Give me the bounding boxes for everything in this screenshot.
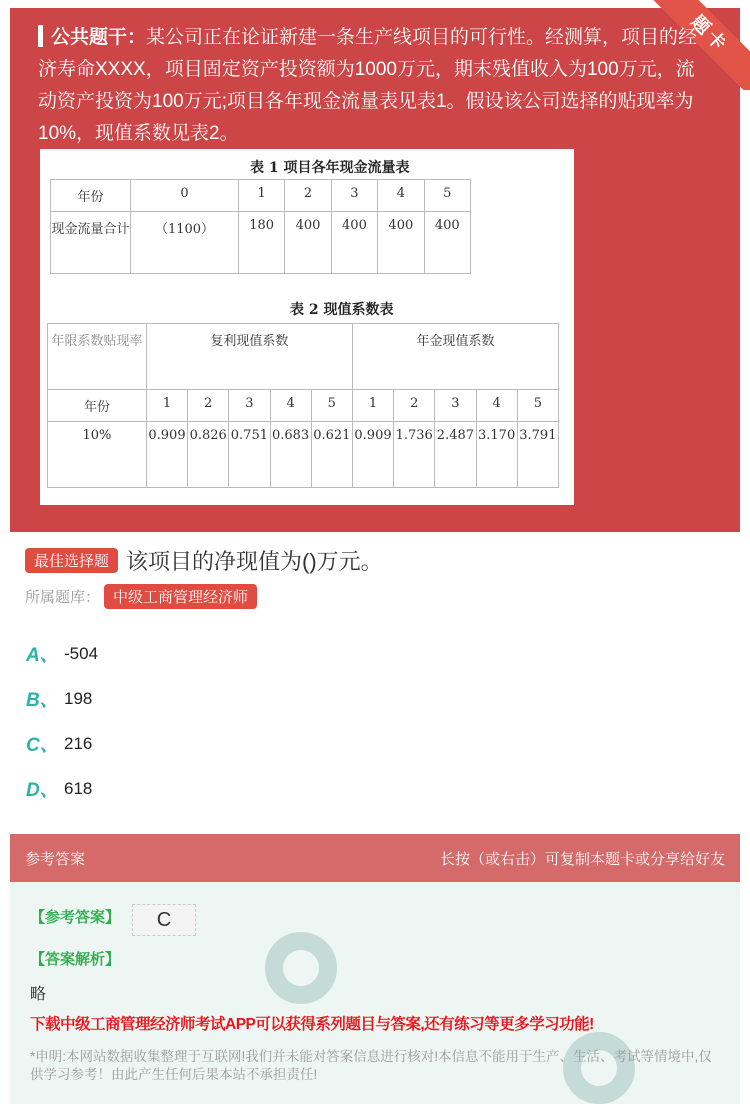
cell: 0.683 bbox=[270, 422, 311, 488]
cell: 0.621 bbox=[311, 422, 352, 488]
stem-label: 公共题干： bbox=[51, 27, 147, 48]
corner-badge-label: 题卡 bbox=[650, 0, 750, 90]
cell: 年限系数贴现率 bbox=[48, 324, 147, 390]
cell: （1100） bbox=[131, 212, 239, 274]
cash-flow-table bbox=[50, 179, 471, 274]
cell: 4 bbox=[476, 390, 517, 422]
cell: 年份 bbox=[51, 180, 131, 212]
watermark-logo-icon bbox=[265, 932, 337, 1004]
stem-body: 某公司正在论证新建一条生产线项目的可行性。经测算，项目的经济寿命XXXX，项目固定资产投资额为1000万元，期末残值收入为100万元，流动资产投资为100万元;项目各年现金流量表见表1。假设该公司选择的贴现率为10%，现值系数见表2。 bbox=[38, 27, 698, 144]
cell: 3.170 bbox=[476, 422, 517, 488]
analysis-text: 略 bbox=[30, 986, 47, 1003]
question-title: 该项目的净现值为()万元。 bbox=[126, 549, 383, 574]
cell: 0.751 bbox=[229, 422, 270, 488]
answer-header-title: 参考答案 bbox=[25, 850, 86, 868]
cell: 2 bbox=[188, 390, 229, 422]
answer-header bbox=[10, 834, 740, 882]
option-text: 216 bbox=[64, 733, 93, 753]
option-a[interactable] bbox=[26, 640, 98, 667]
cell: 1 bbox=[352, 390, 393, 422]
analysis-label: 【答案解析】 bbox=[30, 951, 121, 968]
cell: 10% bbox=[48, 422, 147, 488]
cell: 0.909 bbox=[352, 422, 393, 488]
bank-label: 所属题库： bbox=[25, 589, 101, 606]
option-letter: D、 bbox=[26, 780, 59, 801]
tables-image bbox=[40, 149, 574, 505]
cell: 2 bbox=[285, 180, 331, 212]
question-line bbox=[25, 545, 383, 576]
cell: 年份 bbox=[48, 390, 147, 422]
cell: 400 bbox=[331, 212, 377, 274]
cell: 0.826 bbox=[188, 422, 229, 488]
question-stem-card bbox=[10, 8, 740, 532]
option-text: 618 bbox=[64, 778, 93, 798]
option-b[interactable] bbox=[26, 685, 92, 712]
cell: 3 bbox=[331, 180, 377, 212]
reference-answer-value: C bbox=[132, 904, 196, 936]
reference-answer-label: 【参考答案】 bbox=[30, 909, 121, 926]
cell: 5 bbox=[311, 390, 352, 422]
cell: 180 bbox=[238, 212, 284, 274]
cell: 1 bbox=[146, 390, 187, 422]
cell: 4 bbox=[378, 180, 424, 212]
option-text: 198 bbox=[64, 688, 93, 708]
cell: 5 bbox=[517, 390, 558, 422]
option-letter: A、 bbox=[26, 645, 59, 666]
disclaimer: *申明:本网站数据收集整理于互联网!我们并未能对答案信息进行核对!本信息不能用于生产、生活、考试等情境中,仅供学习参考！由此产生任何后果本站不承担责任! bbox=[30, 1049, 712, 1082]
stem-bar-icon bbox=[38, 25, 43, 47]
cell: 4 bbox=[270, 390, 311, 422]
cell: 1.736 bbox=[394, 422, 435, 488]
cell: 3 bbox=[435, 390, 476, 422]
share-hint: 长按（或右击）可复制本题卡或分享给好友 bbox=[439, 850, 725, 868]
table2-caption: 表 2 现值系数表 bbox=[290, 302, 394, 318]
stem-text bbox=[38, 22, 698, 150]
answer-body bbox=[10, 882, 740, 1104]
cell: 现金流量合计 bbox=[51, 212, 131, 274]
cell: 400 bbox=[424, 212, 470, 274]
cell: 0 bbox=[131, 180, 239, 212]
bank-tag[interactable]: 中级工商管理经济师 bbox=[104, 584, 257, 609]
cell: 2.487 bbox=[435, 422, 476, 488]
option-text: -504 bbox=[64, 643, 99, 663]
cell: 年金现值系数 bbox=[352, 324, 558, 390]
cell: 3.791 bbox=[517, 422, 558, 488]
question-bank bbox=[25, 584, 257, 609]
table1-caption: 表 1 项目各年现金流量表 bbox=[250, 160, 410, 176]
cell: 1 bbox=[238, 180, 284, 212]
app-promo-link[interactable]: 下载中级工商管理经济师考试APP可以获得系列题目与答案,还有练习等更多学习功能! bbox=[30, 1016, 594, 1033]
option-c[interactable] bbox=[26, 730, 92, 757]
present-value-table bbox=[47, 323, 559, 488]
option-d[interactable] bbox=[26, 775, 92, 802]
cell: 400 bbox=[285, 212, 331, 274]
option-letter: C、 bbox=[26, 735, 59, 756]
question-type-tag: 最佳选择题 bbox=[25, 548, 118, 573]
cell: 复利现值系数 bbox=[146, 324, 352, 390]
cell: 400 bbox=[378, 212, 424, 274]
option-letter: B、 bbox=[26, 690, 59, 711]
cell: 0.909 bbox=[146, 422, 187, 488]
cell: 5 bbox=[424, 180, 470, 212]
cell: 3 bbox=[229, 390, 270, 422]
cell: 2 bbox=[394, 390, 435, 422]
